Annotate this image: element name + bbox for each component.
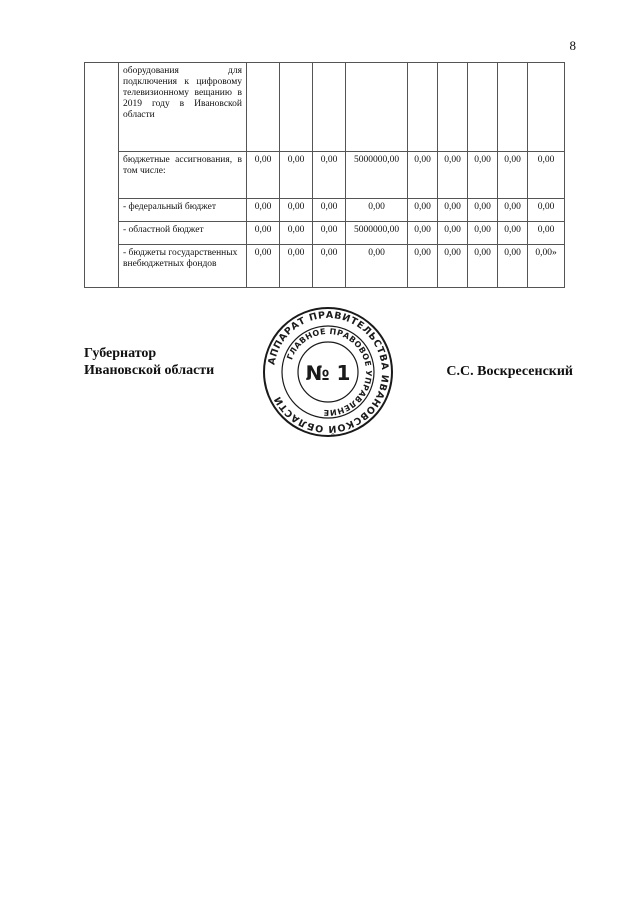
table-row: [85, 63, 565, 152]
signatory-position: [84, 346, 214, 380]
row-number-cell: [85, 63, 119, 288]
value-cell: 0,00: [247, 152, 280, 199]
value-cell: 5000000,00: [346, 152, 408, 199]
value-cell: 5000000,00: [346, 222, 408, 245]
value-cell: 0,00: [346, 199, 408, 222]
position-line: Губернатор: [84, 346, 157, 361]
value-cell: 0,00: [346, 245, 408, 288]
value-cell: 0,00: [408, 152, 438, 199]
value-cell: 0,00: [438, 245, 468, 288]
value-cell: 0,00: [468, 222, 498, 245]
seal-inner-text: ГЛАВНОЕ ПРАВОВОЕ УПРАВЛЕНИЕ: [285, 326, 374, 418]
value-cell: 0,00: [408, 245, 438, 288]
value-cell: 0,00: [438, 222, 468, 245]
value-cell: 0,00: [313, 199, 346, 222]
value-cell: 0,00: [280, 222, 313, 245]
official-seal: [262, 306, 394, 438]
value-cell: 0,00: [468, 152, 498, 199]
value-cell: 0,00: [468, 199, 498, 222]
value-cell: [346, 63, 408, 152]
page-number: 8: [569, 38, 576, 53]
value-cell: [408, 63, 438, 152]
value-cell: 0,00: [498, 245, 528, 288]
value-cell: 0,00: [280, 245, 313, 288]
value-cell: 0,00: [438, 152, 468, 199]
table-row: [85, 199, 565, 222]
value-cell: 0,00: [313, 222, 346, 245]
value-cell: 0,00: [528, 222, 565, 245]
row-label: - федеральный бюджет: [119, 199, 247, 222]
value-cell: 0,00: [247, 222, 280, 245]
value-cell: [528, 63, 565, 152]
position-line: Ивановской области: [84, 362, 215, 378]
value-cell: 0,00: [313, 245, 346, 288]
value-cell: 0,00: [498, 152, 528, 199]
value-cell: 0,00»: [528, 245, 565, 288]
seal-center-number: № 1: [305, 361, 351, 385]
value-cell: [438, 63, 468, 152]
value-cell: [313, 63, 346, 152]
value-cell: 0,00: [528, 199, 565, 222]
signatory-name: С.С. Воскресенский: [446, 364, 573, 379]
value-cell: 0,00: [528, 152, 565, 199]
row-label: - бюджеты государственных внебюджетных фондов: [119, 245, 247, 288]
value-cell: 0,00: [438, 199, 468, 222]
value-cell: 0,00: [313, 152, 346, 199]
row-label: оборудования для подключения к цифровому телевизионному вещанию в 2019 году в Ивановской области: [119, 63, 247, 152]
value-cell: 0,00: [408, 199, 438, 222]
row-label: - областной бюджет: [119, 222, 247, 245]
table-row: [85, 152, 565, 199]
value-cell: [280, 63, 313, 152]
seal-outer-text: АППАРАТ ПРАВИТЕЛЬСТВА ИВАНОВСКОЙ ОБЛАСТИ: [266, 309, 391, 435]
value-cell: 0,00: [280, 152, 313, 199]
value-cell: 0,00: [247, 245, 280, 288]
table-row: [85, 222, 565, 245]
value-cell: 0,00: [498, 199, 528, 222]
value-cell: [468, 63, 498, 152]
value-cell: 0,00: [468, 245, 498, 288]
value-cell: [247, 63, 280, 152]
value-cell: 0,00: [247, 199, 280, 222]
table-row: [85, 245, 565, 288]
value-cell: 0,00: [408, 222, 438, 245]
row-label: бюджетные ассигнования, в том числе:: [119, 152, 247, 199]
value-cell: [498, 63, 528, 152]
value-cell: 0,00: [280, 199, 313, 222]
budget-table: [84, 62, 565, 288]
value-cell: 0,00: [498, 222, 528, 245]
